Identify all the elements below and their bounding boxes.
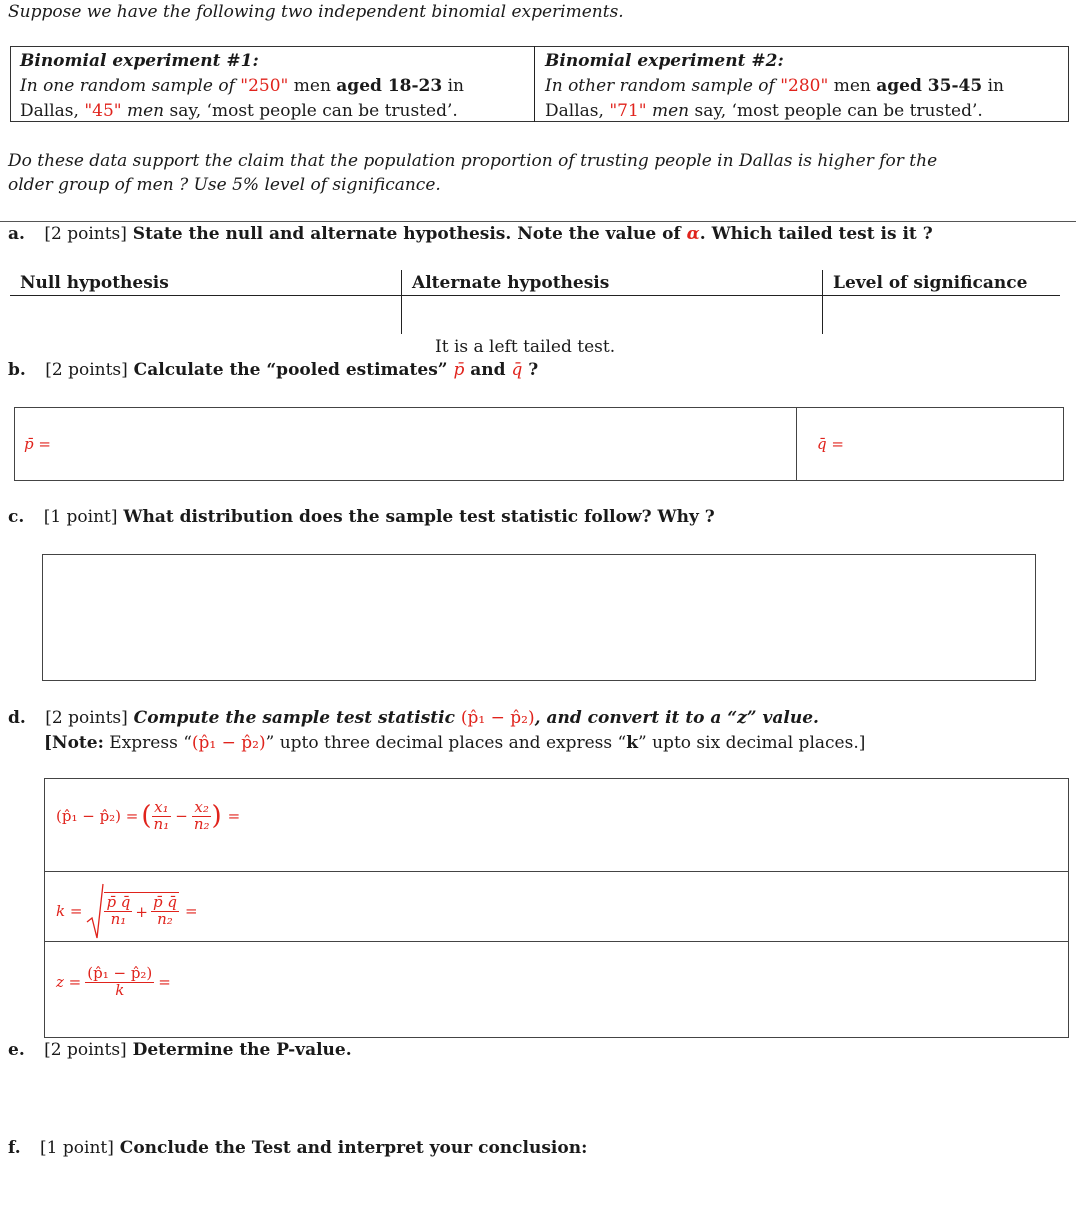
z-denominator: k bbox=[115, 980, 125, 999]
exp1-text: in bbox=[442, 76, 464, 96]
pq-symbol: p̄ q̄ bbox=[153, 893, 177, 912]
experiments-divider bbox=[534, 46, 535, 122]
question-f-label: f. bbox=[8, 1138, 21, 1158]
question-b-end: ? bbox=[522, 360, 539, 380]
note-k: k bbox=[626, 733, 639, 753]
claim-text bbox=[8, 149, 937, 197]
exp1-age: aged 18-23 bbox=[336, 76, 443, 96]
exp2-text: men bbox=[828, 76, 877, 96]
question-e-label: e. bbox=[8, 1040, 25, 1060]
exp1-x: "45" bbox=[84, 101, 122, 121]
equals-sign: = bbox=[227, 807, 241, 826]
note-text: Express “ bbox=[103, 733, 192, 753]
exp2-x: "71" bbox=[609, 101, 647, 121]
question-c bbox=[8, 507, 715, 527]
question-d bbox=[8, 706, 865, 756]
exp2-n: "280" bbox=[780, 76, 829, 96]
question-d-text2: , and convert it to a “z” value. bbox=[534, 708, 819, 728]
exp1-text: men bbox=[288, 76, 337, 96]
question-c-text: What distribution does the sample test statistic follow? Why ? bbox=[117, 507, 715, 527]
claim-line-1: Do these data support the claim that the population proportion of trusting people in Dallas is higher for the bbox=[8, 151, 938, 171]
n1-symbol: n₁ bbox=[110, 910, 127, 928]
k-formula[interactable]: k = $\frac{p̄ q̄}{\text{n₁}}$ + $\frac{p̄ q̄}{\text{n₂}}$ = bbox=[56, 882, 198, 940]
exp1-title: Binomial experiment #1: bbox=[20, 51, 259, 71]
question-a-text: State the null and alternate hypothesis. Note the value of bbox=[126, 224, 687, 244]
n2-symbol: n₂ bbox=[193, 814, 210, 833]
pq-symbol: p̄ q̄ bbox=[106, 893, 131, 912]
exp2-cell bbox=[545, 49, 1004, 124]
exp2-text: Dallas, bbox=[545, 101, 610, 121]
exp2-text: say, ‘most people can be trusted’. bbox=[689, 101, 983, 121]
section-separator bbox=[0, 221, 1076, 222]
pooled-divider bbox=[796, 407, 797, 481]
exp1-n: "250" bbox=[240, 76, 289, 96]
exp2-text: In other random sample of bbox=[545, 76, 781, 96]
exp2-text: men bbox=[646, 101, 690, 121]
note-label: [Note: bbox=[44, 733, 104, 753]
exp2-line1 bbox=[545, 74, 1004, 99]
question-a-points: [2 points] bbox=[44, 224, 127, 244]
question-b-text: Calculate the “pooled estimates” bbox=[127, 360, 454, 380]
hypothesis-divider-2 bbox=[822, 270, 823, 334]
exp2-text: in bbox=[982, 76, 1004, 96]
phat-diff-lhs: (p̂₁ − p̂₂) = bbox=[56, 807, 139, 826]
null-hypothesis-header: Null hypothesis bbox=[20, 273, 169, 293]
exp1-cell bbox=[20, 49, 464, 124]
z-numerator: (p̂₁ − p̂₂) bbox=[87, 964, 153, 982]
note-text: ” upto six decimal places.] bbox=[638, 733, 866, 753]
question-f-text: Conclude the Test and interpret your conclusion: bbox=[113, 1138, 588, 1158]
exp2-age: aged 35-45 bbox=[876, 76, 983, 96]
stat-row-divider-1 bbox=[44, 871, 1069, 872]
x1-symbol: x₁ bbox=[154, 798, 169, 816]
exp1-text: say, ‘most people can be trusted’. bbox=[164, 101, 458, 121]
pbar-symbol: p̄ bbox=[453, 360, 465, 380]
x2-symbol: x₂ bbox=[194, 798, 209, 816]
alpha-symbol: α bbox=[686, 224, 700, 244]
question-d-stat: (p̂₁ − p̂₂) bbox=[460, 708, 535, 728]
question-b-and: and bbox=[464, 360, 512, 380]
intro-text: Suppose we have the following two independent binomial experiments. bbox=[8, 2, 624, 22]
question-d-points: [2 points] bbox=[45, 708, 128, 728]
exp1-text: men bbox=[121, 101, 165, 121]
question-e-points: [2 points] bbox=[44, 1040, 127, 1060]
question-b-label: b. bbox=[8, 360, 26, 380]
phat-diff-formula[interactable]: (p̂₁ − p̂₂) = ( $\frac{\text{x₁}}{\text{n₁}}$ − $\frac{\text{x₂}}{\text{n₂}}$ ) = bbox=[56, 798, 241, 833]
k-lhs: k = bbox=[56, 902, 83, 920]
exp1-line2 bbox=[20, 99, 464, 124]
sqrt-icon bbox=[86, 882, 104, 940]
question-a-text2: . Which tailed test is it ? bbox=[699, 224, 933, 244]
z-formula[interactable] bbox=[56, 966, 171, 999]
note-text: ” upto three decimal places and express “ bbox=[265, 733, 627, 753]
question-d-text: Compute the sample test statistic bbox=[127, 708, 461, 728]
exp1-line1 bbox=[20, 74, 464, 99]
exp2-title: Binomial experiment #2: bbox=[545, 51, 784, 71]
n2-symbol: n₂ bbox=[157, 910, 173, 928]
equals-sign: = bbox=[158, 973, 171, 992]
distribution-answer-box[interactable] bbox=[42, 554, 1036, 681]
question-f bbox=[8, 1138, 587, 1158]
claim-line-2: older group of men ? Use 5% level of significance. bbox=[8, 175, 441, 195]
question-f-points: [1 point] bbox=[40, 1138, 114, 1158]
question-b-points: [2 points] bbox=[45, 360, 128, 380]
stat-row-divider-2 bbox=[44, 941, 1069, 942]
pooled-estimates-box bbox=[14, 407, 1064, 481]
question-a-label: a. bbox=[8, 224, 25, 244]
question-a bbox=[8, 224, 933, 244]
hypothesis-divider-1 bbox=[401, 270, 402, 334]
significance-header: Level of significance bbox=[833, 273, 1028, 293]
z-lhs: z = bbox=[56, 973, 82, 992]
question-c-label: c. bbox=[8, 507, 25, 527]
question-d-label: d. bbox=[8, 708, 26, 728]
pbar-answer-label[interactable]: p̄ = bbox=[24, 435, 51, 453]
exp1-text: In one random sample of bbox=[20, 76, 241, 96]
alternate-hypothesis-header: Alternate hypothesis bbox=[412, 273, 610, 293]
tail-note: It is a left tailed test. bbox=[435, 337, 616, 357]
qbar-symbol: q̄ bbox=[511, 360, 523, 380]
exp1-text: Dallas, bbox=[20, 101, 85, 121]
note-stat: (p̂₁ − p̂₂) bbox=[191, 733, 266, 753]
question-e-text: Determine the P-value. bbox=[126, 1040, 352, 1060]
question-e bbox=[8, 1040, 352, 1060]
n1-symbol: n₁ bbox=[153, 814, 170, 833]
hypothesis-header-rule bbox=[10, 295, 1060, 296]
exp2-line2 bbox=[545, 99, 1004, 124]
question-b bbox=[8, 360, 538, 380]
qbar-answer-label[interactable]: q̄ = bbox=[817, 435, 844, 453]
equals-sign: = bbox=[184, 902, 198, 920]
question-c-points: [1 point] bbox=[43, 507, 118, 527]
